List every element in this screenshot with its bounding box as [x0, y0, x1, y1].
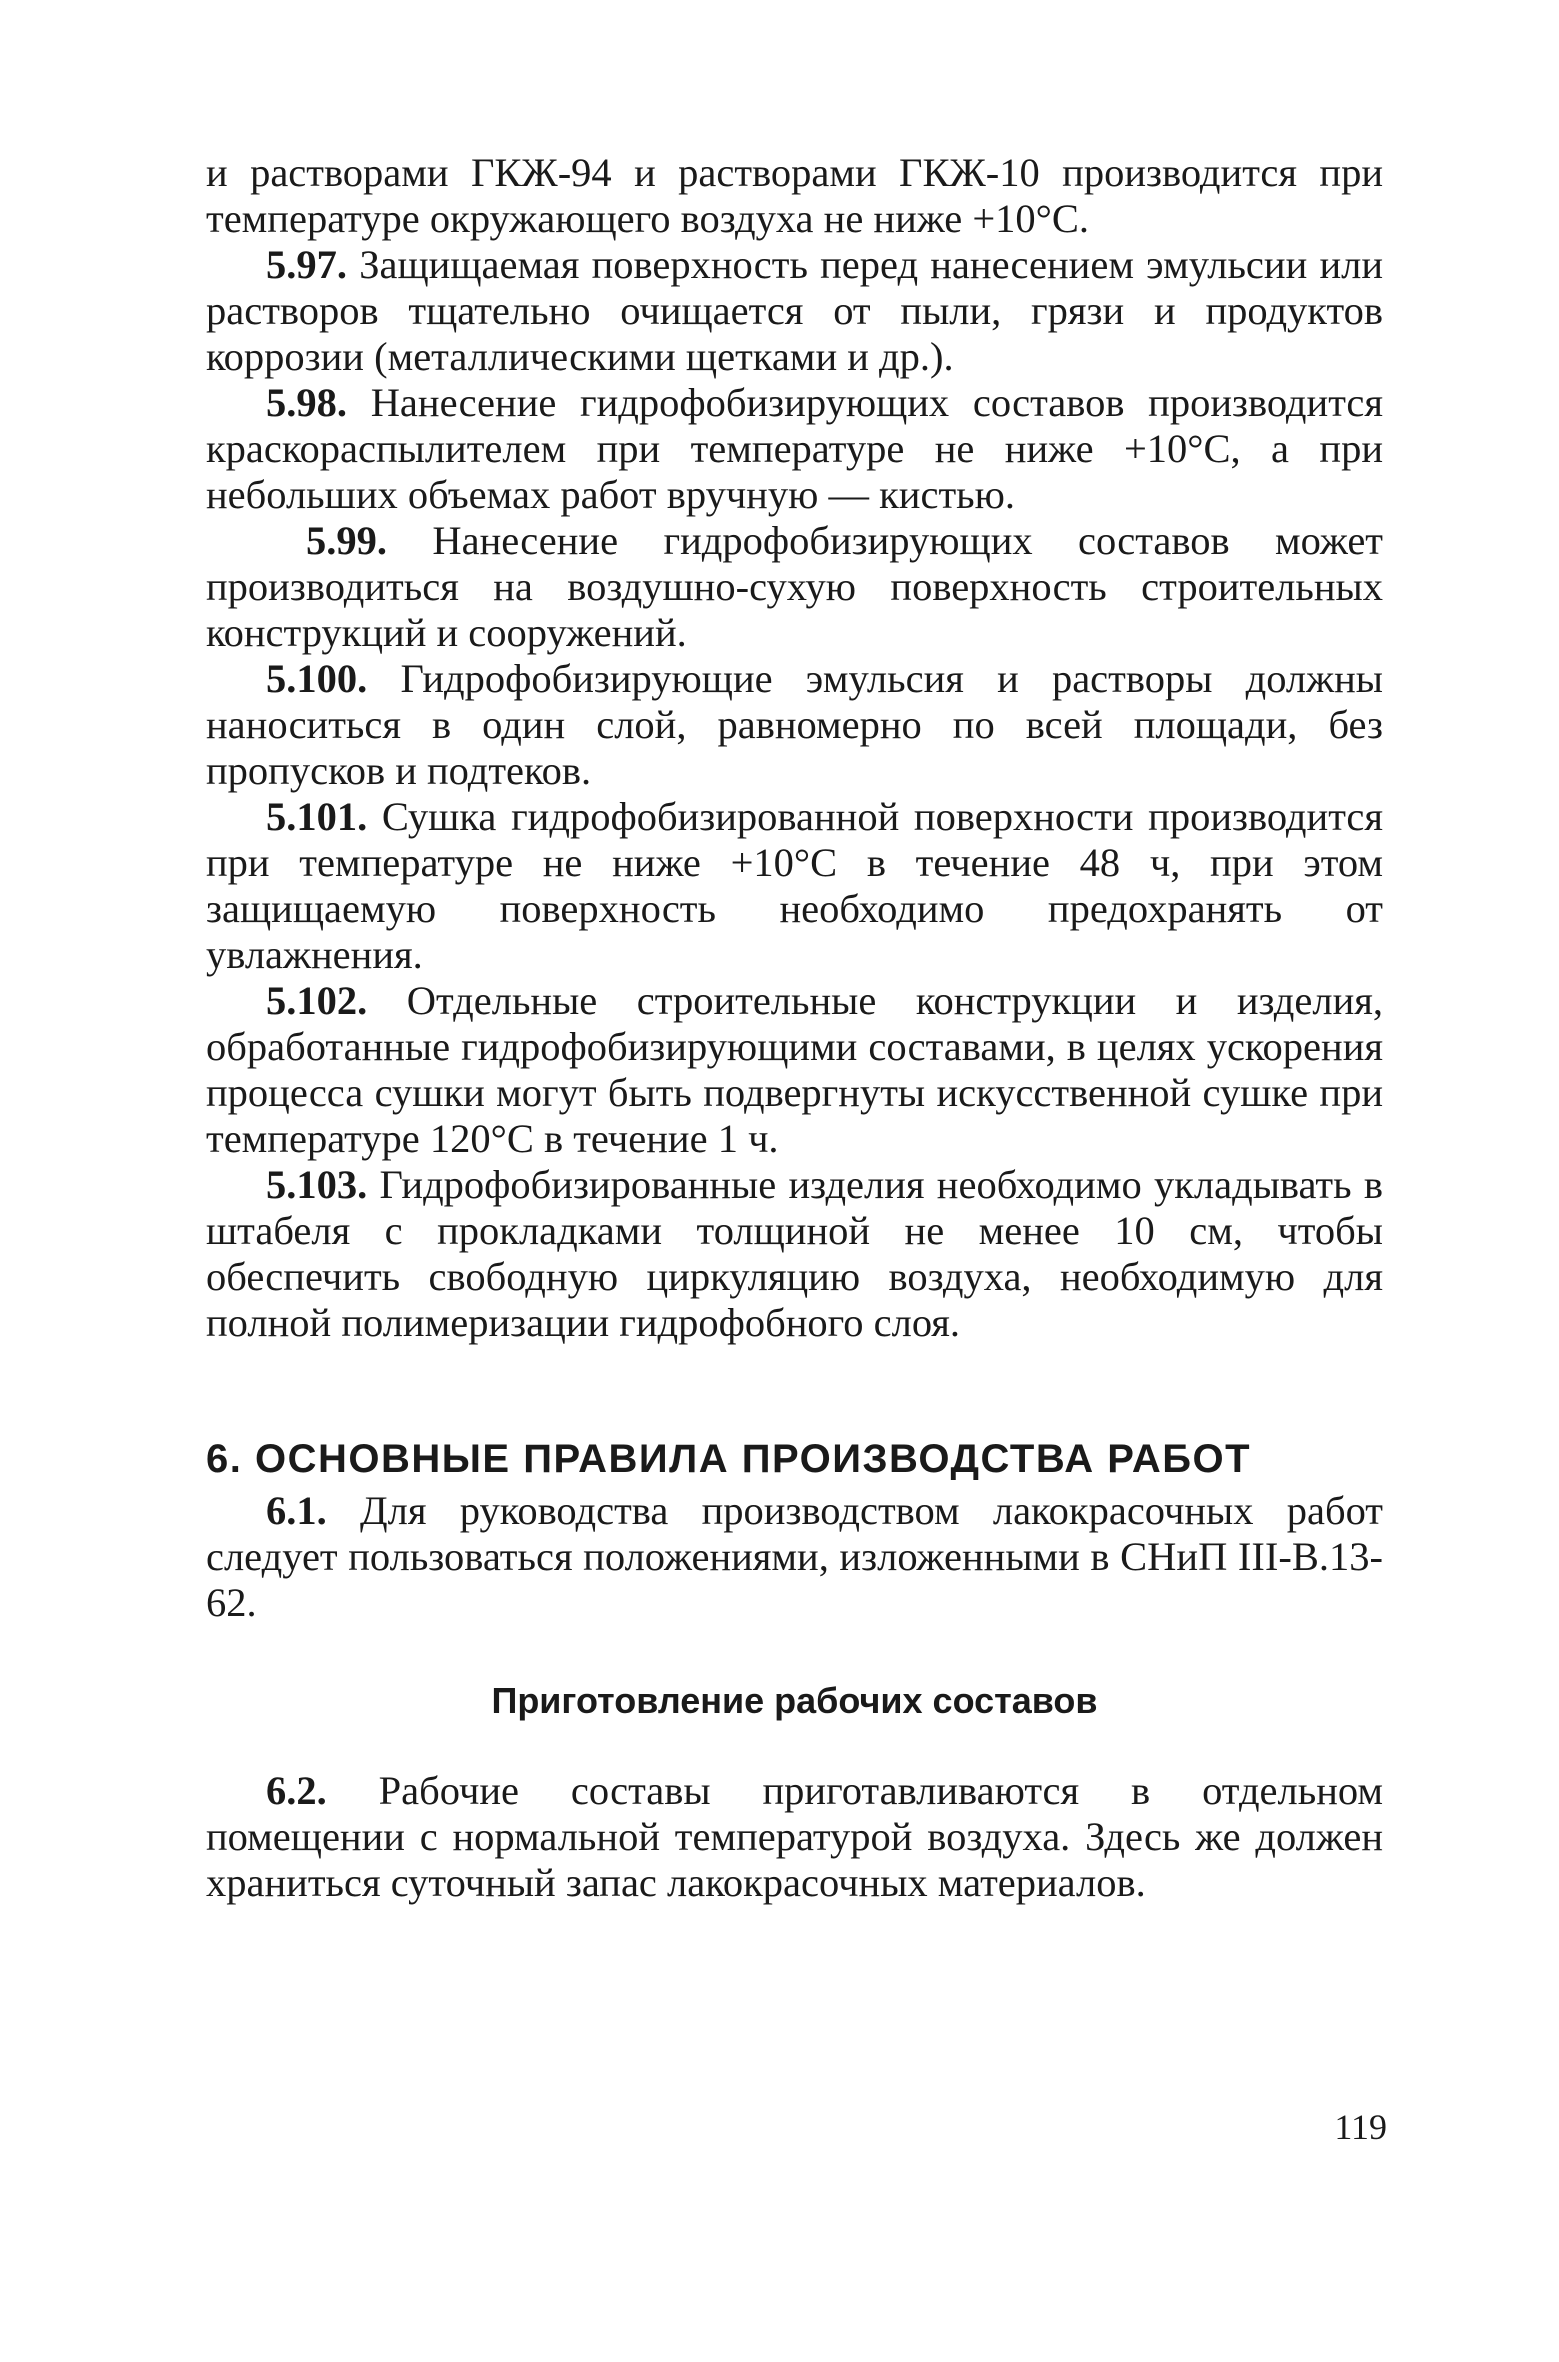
- paragraph-5-100: [206, 656, 1383, 794]
- paragraph-5-98: [206, 380, 1383, 518]
- paragraph-number: 5.103.: [266, 1162, 368, 1207]
- paragraph-text: Нанесение гидрофобизирующих составов производится краскораспылителем при температуре не ниже +10°С, а при небольших объемах работ вручную — кистью.: [206, 380, 1383, 517]
- paragraph-text: Защищаемая поверхность перед нанесением эмульсии или растворов тщательно очищается от пыли, грязи и продуктов коррозии (металлическими щетками и др.).: [206, 242, 1383, 379]
- paragraph-text: Гидрофобизирующие эмульсия и растворы должны наноситься в один слой, равномерно по всей площади, без пропусков и подтеков.: [206, 656, 1383, 793]
- paragraph-number: 6.2.: [266, 1768, 327, 1813]
- paragraph-5-103: [206, 1162, 1383, 1346]
- page-number: 119: [1334, 2107, 1387, 2147]
- paragraph-text: Нанесение гидрофобизирующих составов может производиться на воздушно-сухую поверхность строительных конструкций и сооружений.: [206, 518, 1383, 655]
- paragraph-number: 6.1.: [266, 1488, 327, 1533]
- paragraph-text: Гидрофобизированные изделия необходимо укладывать в штабеля с прокладками толщиной не менее 10 см, чтобы обеспечить свободную циркуляцию воздуха, необходимую для полной полимеризации гидрофобного слоя.: [206, 1162, 1383, 1345]
- subsection-heading: Приготовление рабочих составов: [491, 1680, 1098, 1721]
- paragraph-5-99: [206, 518, 1383, 656]
- paragraph-5-97: [206, 242, 1383, 380]
- paragraph-text: Для руководства производством лакокрасочных работ следует пользоваться положениями, изложенными в СНиП III-В.13-62.: [206, 1488, 1383, 1625]
- paragraph-number: 5.102.: [266, 978, 368, 1023]
- paragraph-6-2: [206, 1768, 1383, 1906]
- paragraph-text: Отдельные строительные конструкции и изделия, обработанные гидрофобизирующими составами, в целях ускорения процесса сушки могут быть подвергнуты искусственной сушке при температуре 120°С в течение 1 ч.: [206, 978, 1384, 1161]
- paragraph-6-1: [206, 1488, 1383, 1626]
- paragraph-text: и растворами ГКЖ-94 и растворами ГКЖ-10 производится при температуре окружающего воздуха не ниже +10°С.: [206, 150, 1383, 241]
- paragraph-5-102: [206, 978, 1383, 1162]
- paragraph-continued: [206, 150, 1383, 242]
- paragraph-5-101: [206, 794, 1383, 978]
- paragraph-number: 5.99.: [306, 518, 387, 563]
- paragraph-text: Рабочие составы приготавливаются в отдельном помещении с нормальной температурой воздуха. Здесь же должен храниться суточный запас лакокрасочных материалов.: [206, 1768, 1383, 1905]
- paragraph-number: 5.98.: [266, 380, 347, 425]
- body-text: [206, 150, 1383, 1906]
- section-title: 6. ОСНОВНЫЕ ПРАВИЛА ПРОИЗВОДСТВА РАБОТ: [206, 1437, 1252, 1481]
- paragraph-number: 5.101.: [266, 794, 368, 839]
- paragraph-number: 5.97.: [266, 242, 347, 287]
- paragraph-text: Сушка гидрофобизированной поверхности производится при температуре не ниже +10°С в течение 48 ч, при этом защищаемую поверхность необходимо предохранять от увлажнения.: [206, 794, 1383, 977]
- paragraph-number: 5.100.: [266, 656, 368, 701]
